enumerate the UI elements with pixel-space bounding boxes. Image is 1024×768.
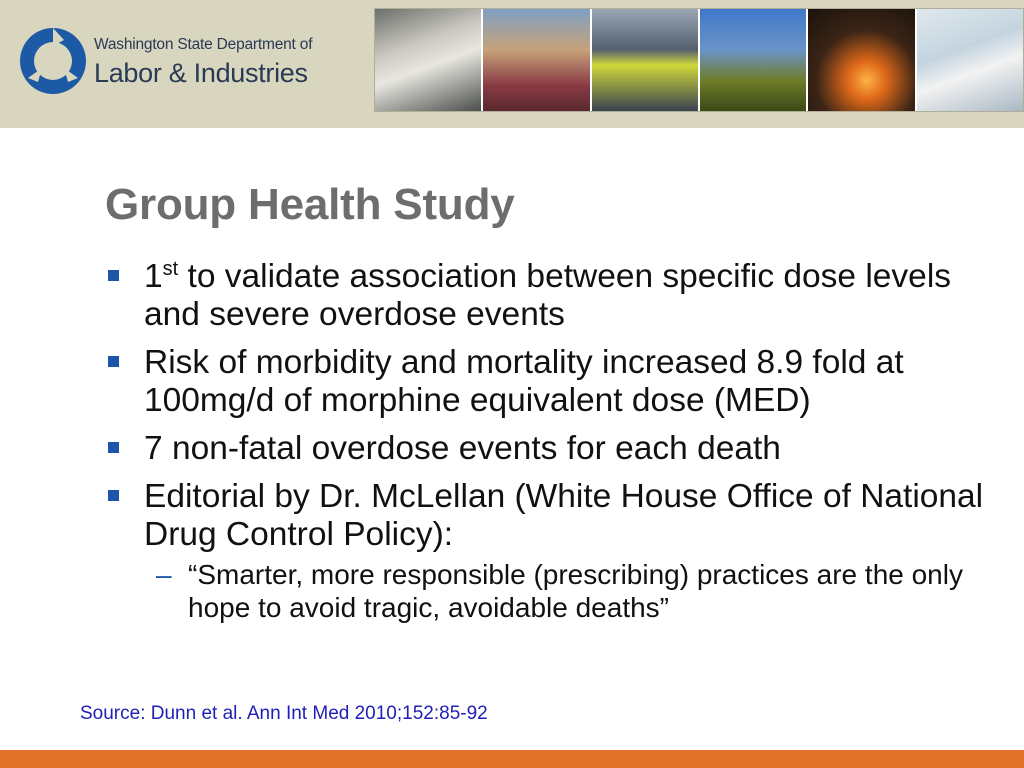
bullet-ordinal-suffix: st <box>162 258 179 280</box>
bullet-text: Risk of morbidity and mortality increased 8.9 fold at 100mg/d of morphine equivalent dose (MED) <box>144 344 904 419</box>
photo-strip <box>374 8 1024 112</box>
lni-logo <box>18 24 318 96</box>
bullet-text: Editorial by Dr. McLellan (White House Office of National Drug Control Policy): <box>144 478 984 553</box>
sub-bullet-text: “Smarter, more responsible (prescribing) practices are the only hope to avoid tragic, avoidable deaths” <box>188 559 963 623</box>
farm-worker-photo <box>483 9 591 111</box>
bullet-text: 7 non-fatal overdose events for each death <box>144 430 781 467</box>
source-citation: Source: Dunn et al. Ann Int Med 2010;152:85-92 <box>80 703 488 724</box>
bullet-item <box>104 478 984 554</box>
bullet-item <box>104 258 984 334</box>
bullet-square-icon <box>108 442 119 453</box>
lab-worker-photo <box>917 9 1023 111</box>
welder-photo <box>808 9 916 111</box>
bullet-item <box>104 430 984 468</box>
org-name-line1: Washington State Department of <box>94 36 313 53</box>
field-workers-photo <box>700 9 808 111</box>
bullet-list <box>104 258 984 624</box>
worker-respirator-photo <box>375 9 483 111</box>
slide-title: Group Health Study <box>105 180 515 229</box>
sub-bullet-dash: – <box>156 559 172 590</box>
bullet-square-icon <box>108 356 119 367</box>
bullet-ordinal-number: 1 <box>144 258 163 295</box>
construction-worker-photo <box>592 9 700 111</box>
bullet-text: to validate association between specific dose levels and severe overdose events <box>144 258 952 333</box>
org-name-line2: Labor & Industries <box>94 58 308 88</box>
bullet-square-icon <box>108 490 119 501</box>
sub-bullet-item <box>104 558 984 624</box>
footer-bar <box>0 750 1024 768</box>
lni-logo-icon <box>18 26 88 96</box>
bullet-square-icon <box>108 270 119 281</box>
bullet-item <box>104 344 984 420</box>
slide-header <box>0 0 1024 128</box>
